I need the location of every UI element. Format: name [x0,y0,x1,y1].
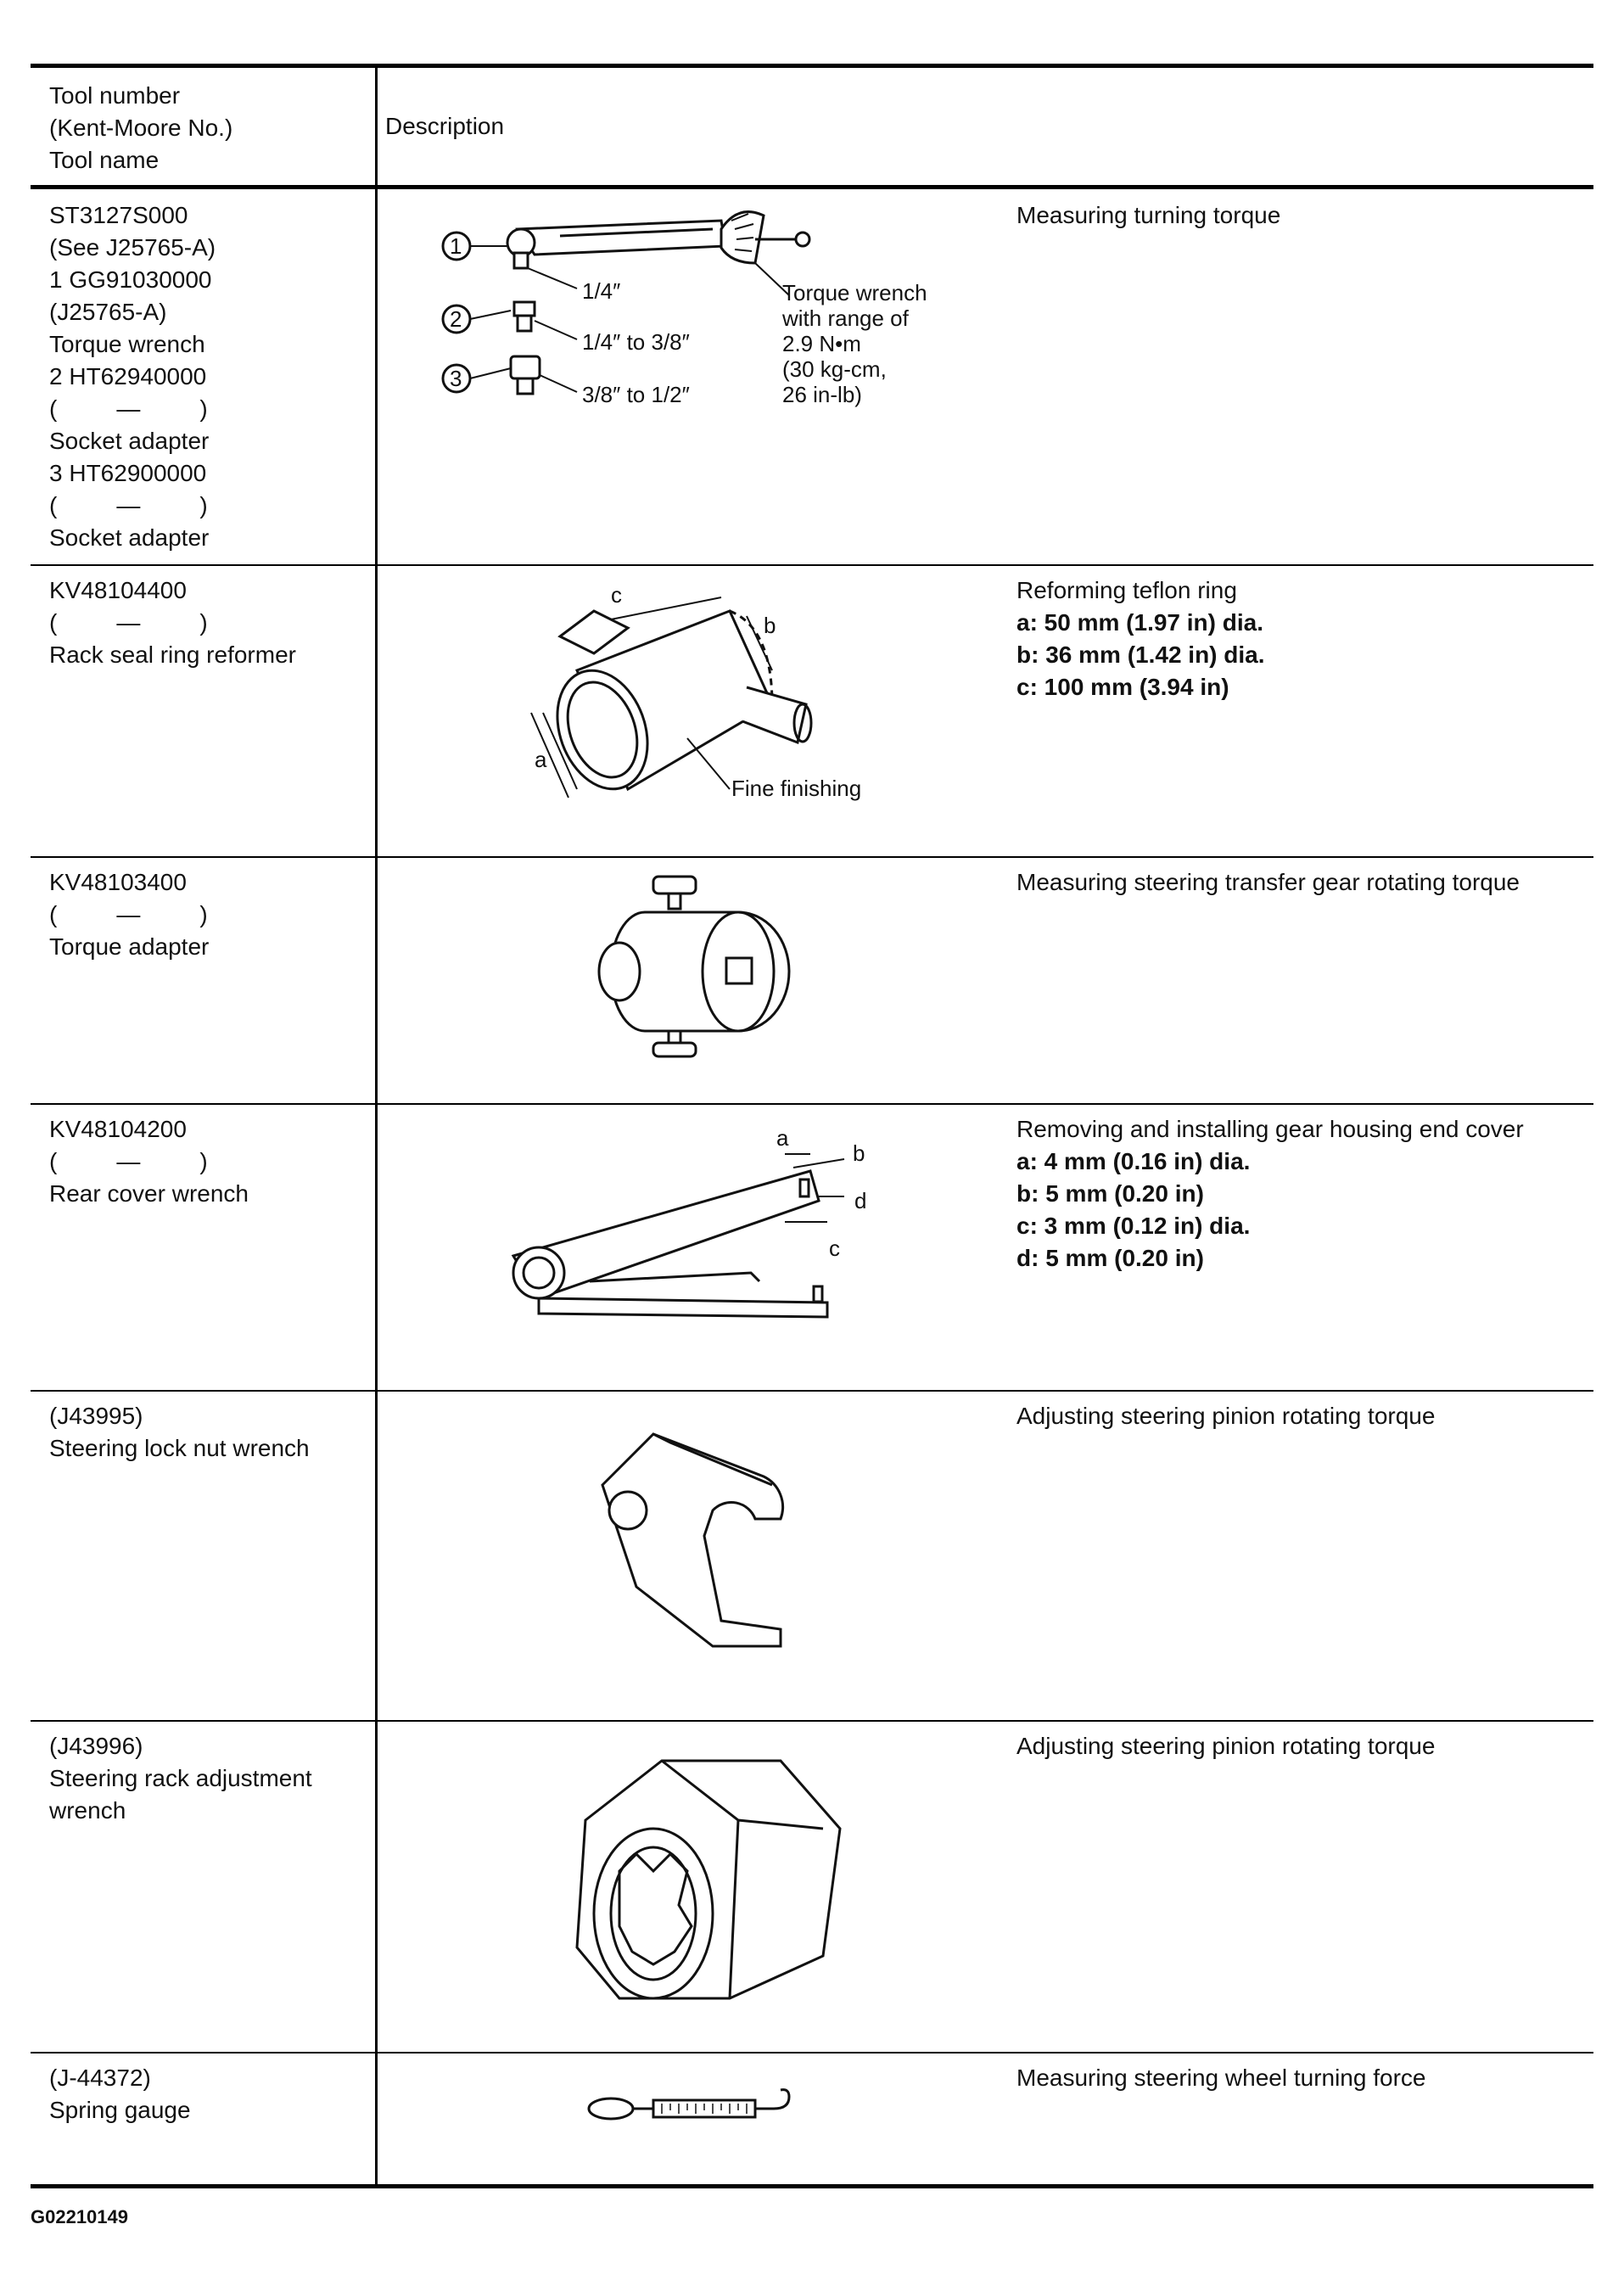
wrench-note: Torque wrench [782,280,927,305]
tool-cell-j-44372: (J-44372) Spring gauge [49,2065,191,2123]
spring-gauge-drawing [585,2083,806,2134]
wrench-note: 26 in-lb) [782,382,862,407]
dimension-a: a [776,1125,789,1151]
steering-lock-nut-wrench-illustration [585,1417,806,1672]
adjustment-wrench-drawing [568,1744,848,2024]
header-description: Description [385,113,505,139]
wrench-note: with range of [782,305,909,331]
row-divider [31,1390,1593,1392]
callout-2: 2 [450,306,462,332]
size-label: 1/4″ [582,278,621,304]
row-divider [31,1720,1593,1722]
description-cell: Adjusting steering pinion rotating torque [1016,1733,1436,1759]
dimension-c: c [829,1235,840,1261]
tool-cell-kv48104400: KV48104400 ( — ) Rack seal ring reformer [49,577,296,668]
tool-cell-j43995: (J43995) Steering lock nut wrench [49,1403,310,1461]
row-divider [31,564,1593,566]
rear-cover-wrench-illustration [488,1120,912,1341]
torque-wrench-illustration [433,195,976,450]
table-top-rule [31,64,1593,68]
row-divider [31,1103,1593,1105]
column-divider [375,64,378,2188]
dimension-b: b [853,1140,865,1166]
rear-cover-wrench-drawing [488,1120,912,1341]
lock-nut-wrench-drawing [585,1417,806,1672]
description-cell: Removing and installing gear housing end cover a: 4 mm (0.16 in) dia. b: 5 mm (0.20 in) c: 3 mm (0.12 in) dia. d: 5 mm (0.20 in) [1016,1116,1524,1271]
reformer-drawing [518,577,908,832]
description-cell: Measuring turning torque [1016,202,1281,228]
dimension-d: d [854,1188,867,1213]
header-bottom-rule [31,185,1593,189]
tool-cell-kv48103400: KV48103400 ( — ) Torque adapter [49,869,210,960]
size-label: 3/8″ to 1/2″ [582,382,690,407]
dimension-a: a [535,747,547,772]
torque-adapter-drawing [585,870,806,1065]
dimension-c: c [611,582,622,608]
header-tool-number: Tool number (Kent-Moore No.) Tool name [49,82,233,173]
description-cell: Adjusting steering pinion rotating torque [1016,1403,1436,1429]
tool-cell-st3127s000: ST3127S000 (See J25765-A) 1 GG91030000 (J25765-A) Torque wrench 2 HT62940000 ( — ) Socket adapter 3 HT62900000 ( — ) Socket adapter [49,202,216,551]
description-cell: Measuring steering transfer gear rotating torque [1016,869,1520,895]
callout-1: 1 [450,233,462,259]
tool-cell-kv48104200: KV48104200 ( — ) Rear cover wrench [49,1116,249,1207]
torque-wrench-drawing [433,195,976,450]
dimension-b: b [764,613,776,638]
description-cell: Measuring steering wheel turning force [1016,2065,1426,2091]
tool-cell-j43996: (J43996) Steering rack adjustment wrench [49,1733,312,1824]
wrench-note: (30 kg-cm, [782,356,887,382]
callout-3: 3 [450,366,462,391]
figure-code: G02210149 [31,2206,128,2227]
row-divider [31,856,1593,858]
row-divider [31,2052,1593,2053]
size-label: 1/4″ to 3/8″ [582,329,690,355]
description-cell: Reforming teflon ring a: 50 mm (1.97 in) dia. b: 36 mm (1.42 in) dia. c: 100 mm (3.94 in) [1016,577,1265,700]
spring-gauge-illustration [585,2083,806,2134]
torque-adapter-illustration [585,870,806,1065]
wrench-note: 2.9 N•m [782,331,861,356]
table-bottom-rule [31,2184,1593,2188]
rack-seal-ring-reformer-illustration [518,577,908,832]
fine-finishing-label: Fine finishing [731,776,862,801]
steering-rack-adjustment-wrench-illustration [568,1744,848,2024]
